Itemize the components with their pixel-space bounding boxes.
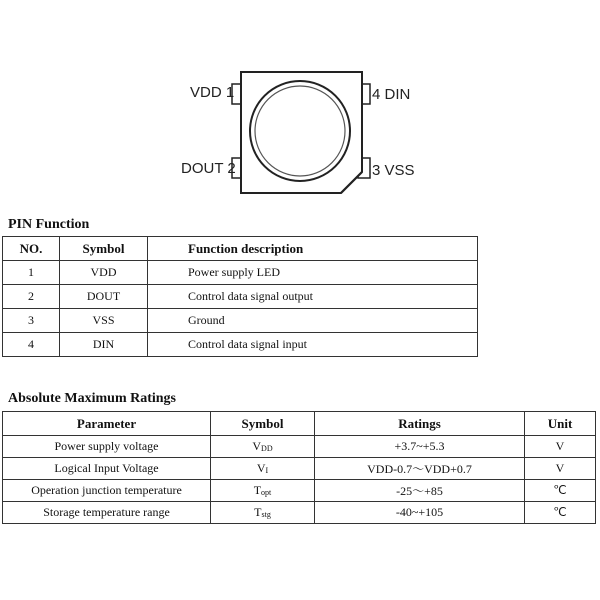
table-header-row (3, 237, 478, 261)
cell-symbol: $T_{stg}$ (211, 502, 315, 524)
cell-description: Power supply LED (148, 261, 478, 285)
pin-label-dout: DOUT 2 (181, 160, 236, 177)
pin-label-vdd: VDD 1 (190, 84, 235, 101)
cell-parameter: Logical Input Voltage (3, 458, 211, 480)
table-header-row (3, 412, 596, 436)
cell-ratings: +3.7~+5.3 (315, 436, 525, 458)
cell-no: 1 (3, 261, 60, 285)
header-ratings: Ratings (315, 412, 525, 436)
cell-symbol: VSS (60, 309, 148, 333)
table-row (3, 309, 478, 333)
cell-parameter: Storage temperature range (3, 502, 211, 524)
cell-unit: V (525, 436, 596, 458)
cell-no: 4 (3, 333, 60, 357)
cell-parameter: Operation junction temperature (3, 480, 211, 502)
cell-symbol: $V_I$ (211, 458, 315, 480)
header-no: NO. (3, 237, 60, 261)
cell-symbol: $T_{opt}$ (211, 480, 315, 502)
pin-label-vss: 3 VSS (372, 162, 415, 179)
cell-description: Ground (148, 309, 478, 333)
cell-ratings: VDD-0.7～VDD+0.7 (315, 458, 525, 480)
cell-symbol: DIN (60, 333, 148, 357)
table-row (3, 480, 596, 502)
cell-unit: V (525, 458, 596, 480)
cell-description: Control data signal output (148, 285, 478, 309)
cell-unit: ℃ (525, 502, 596, 524)
cell-no: 3 (3, 309, 60, 333)
table-row (3, 436, 596, 458)
header-function-description: Function description (148, 237, 478, 261)
cell-symbol: DOUT (60, 285, 148, 309)
cell-ratings: -25～+85 (315, 480, 525, 502)
table-row (3, 261, 478, 285)
pin-function-title: PIN Function (8, 217, 90, 232)
package-body (241, 72, 362, 193)
cell-ratings: -40~+105 (315, 502, 525, 524)
abs-max-table (2, 411, 596, 524)
led-package-diagram (0, 0, 600, 210)
cell-no: 2 (3, 285, 60, 309)
table-row (3, 458, 596, 480)
header-symbol: Symbol (211, 412, 315, 436)
header-symbol: Symbol (60, 237, 148, 261)
abs-max-title: Absolute Maximum Ratings (8, 391, 177, 406)
cell-parameter: Power supply voltage (3, 436, 211, 458)
pin-function-table (2, 236, 478, 357)
cell-description: Control data signal input (148, 333, 478, 357)
header-unit: Unit (525, 412, 596, 436)
pin-label-din: 4 DIN (372, 86, 411, 103)
table-row (3, 333, 478, 357)
cell-unit: ℃ (525, 480, 596, 502)
table-row (3, 502, 596, 524)
cell-symbol: VDD (60, 261, 148, 285)
cell-symbol: $V_{DD}$ (211, 436, 315, 458)
table-row (3, 285, 478, 309)
header-parameter: Parameter (3, 412, 211, 436)
